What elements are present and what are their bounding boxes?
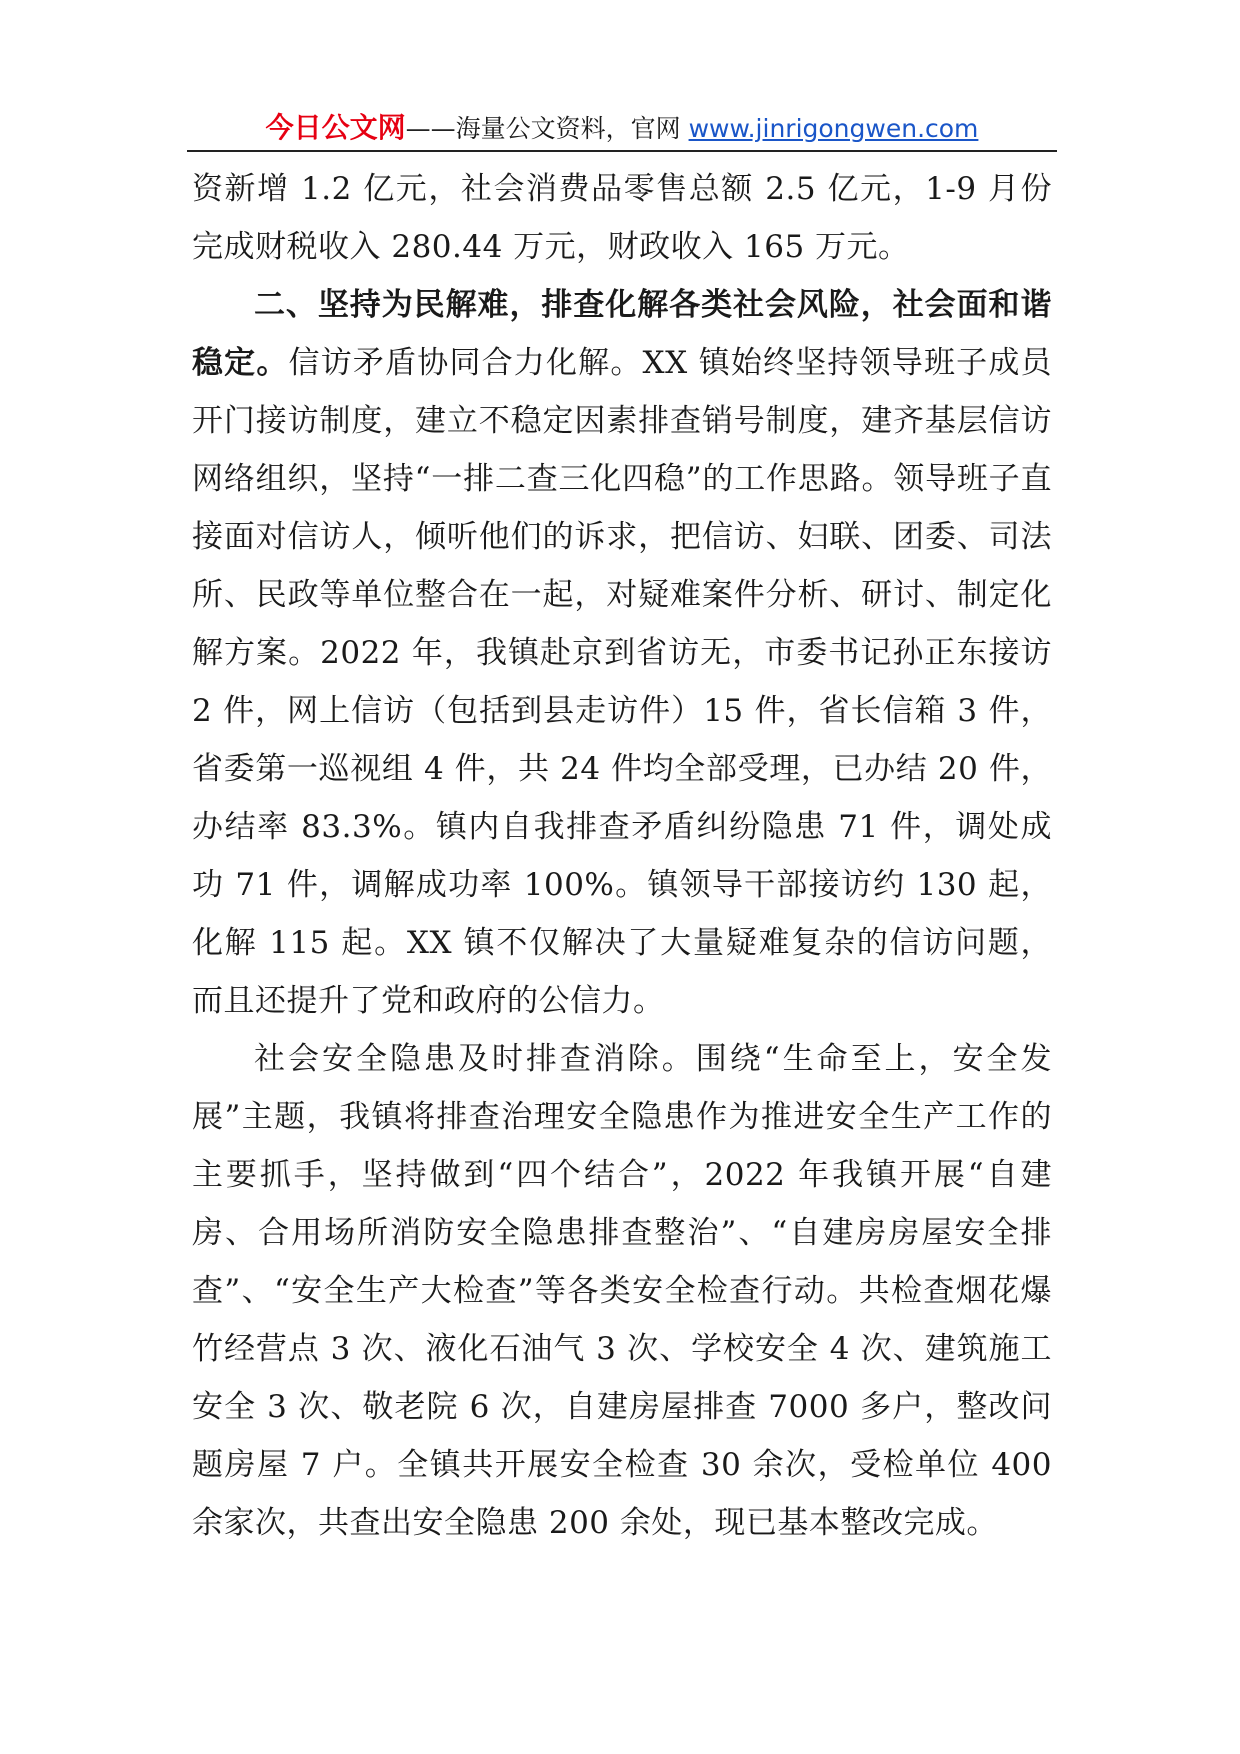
paragraph-continuation: 资新增 1.2 亿元，社会消费品零售总额 2.5 亿元，1-9 月份完成财税收入 280.44 万元，财政收入 165 万元。 bbox=[192, 171, 1052, 265]
paragraph-section-two bbox=[192, 276, 1052, 1030]
header-tagline: 海量公文资料，官网 bbox=[455, 114, 689, 143]
page-header bbox=[187, 108, 1057, 148]
header-separator: —— bbox=[405, 114, 456, 143]
paragraph-safety: 社会安全隐患及时排查消除。围绕“生命至上，安全发展”主题，我镇将排查治理安全隐患作为推进安全生产工作的主要抓手，坚持做到“四个结合”，2022 年我镇开展“自建房、合用场所消防安全隐患排查整治”、“自建房房屋安全排查”、“安全生产大检查”等各类安全检查行动。共检查烟花爆竹经营点 3 次、液化石油气 3 次、学校安全 4 次、建筑施工安全 3 次、敬老院 6 次，自建房屋排查 7000 多户，整改问题房屋 7 户。全镇共开展安全检查 30 余次，受检单位 400 余家次，共查出安全隐患 200 余处，现已基本整改完成。 bbox=[192, 1041, 1052, 1541]
section-body: 信访矛盾协同合力化解。XX 镇始终坚持领导班子成员开门接访制度，建立不稳定因素排查销号制度，建齐基层信访网络组织，坚持“一排二查三化四稳”的工作思路。领导班子直接面对信访人，倾听他们的诉求，把信访、妇联、团委、司法所、民政等单位整合在一起，对疑难案件分析、研讨、制定化解方案。2022 年，我镇赴京到省访无，市委书记孙正东接访 2 件，网上信访（包括到县走访件）15 件，省长信箱 3 件，省委第一巡视组 4 件，共 24 件均全部受理，已办结 20 件，办结率 83.3%。镇内自我排查矛盾纠纷隐患 71 件，调处成功 71 件，调解成功率 100%。镇领导干部接访约 130 起，化解 115 起。XX 镇不仅解决了大量疑难复杂的信访问题，而且还提升了党和政府的公信力。 bbox=[192, 345, 1052, 1019]
section-heading: 二、坚持为民解难，排查化解各类社会风险，社会面和谐稳定。 bbox=[192, 287, 1052, 381]
brand-name: 今日公文网 bbox=[265, 111, 406, 144]
header-divider bbox=[187, 150, 1057, 152]
document-body bbox=[192, 160, 1052, 1552]
website-link[interactable]: www.jinrigongwen.com bbox=[688, 114, 979, 143]
